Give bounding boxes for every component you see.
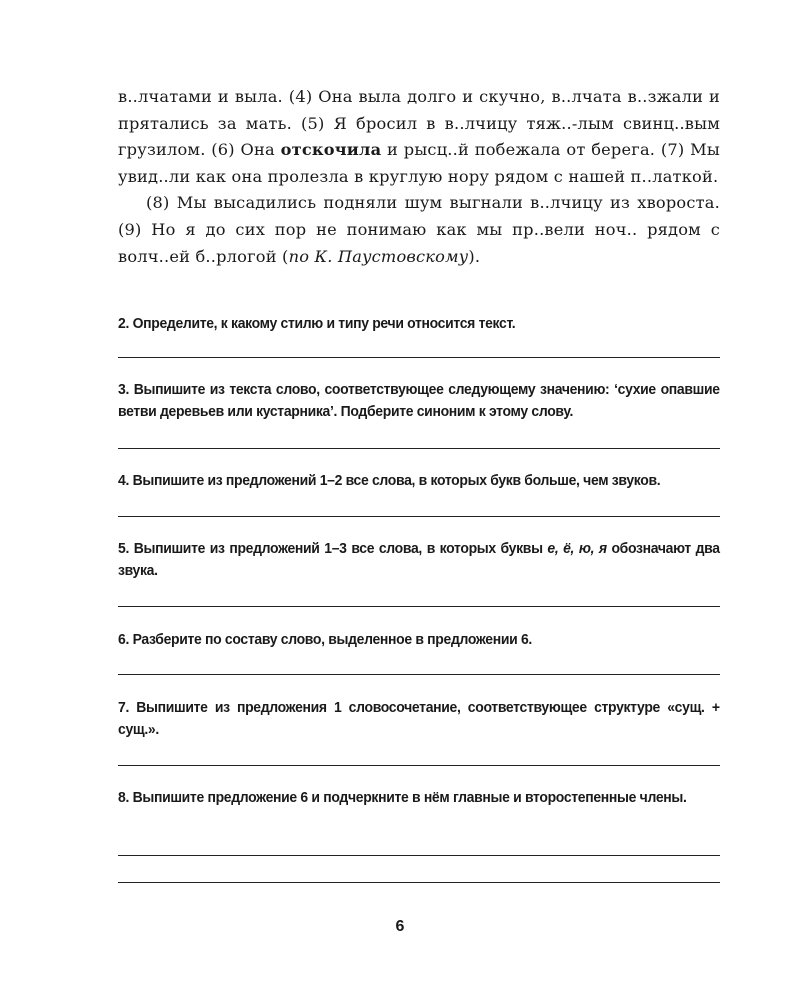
question-4	[118, 470, 720, 492]
passage-p2-text-a: (8) Мы высадились подняли шум выгнали в..лчицу из хвороста. (9) Но я до сих пор не понимаю как мы пр..вели ноч.. рядом с волч..ей б..рлогой (	[118, 193, 720, 266]
question-3-text: 3. Выпишите из текста слово, соответствующее следующему значению: ‘сухие опавшие ветви деревьев или кустарника’. Подберите синоним к этому слову.	[118, 381, 720, 420]
answer-line-q6	[118, 674, 720, 675]
passage-p1-text-a: в..лчатами и выла. (4) Она выла долго и скучно, в..лчата в..зжали и прятались за мать. (5) Я бросил в в..лчицу тяж..-лым свинц..вым грузилом. (6) Она	[118, 87, 720, 160]
question-5-text-a: 5. Выпишите из предложений 1–3 все слова, в которых буквы	[118, 540, 548, 557]
question-6	[118, 629, 720, 651]
passage-p1-text-b: и рысц..й побежала от берега. (7) Мы увид..ли как она пролезла в круглую нору рядом с нашей п..латкой.	[118, 140, 720, 186]
answer-line-q8-2	[118, 882, 720, 883]
question-7	[118, 697, 720, 741]
question-4-text: 4. Выпишите из предложений 1–2 все слова, в которых букв больше, чем звуков.	[118, 472, 661, 489]
question-2-text: 2. Определите, к какому стилю и типу речи относится текст.	[118, 315, 516, 332]
answer-line-q3	[118, 448, 720, 449]
answer-line-q7	[118, 765, 720, 766]
source-attribution: по К. Паустовскому	[288, 246, 469, 266]
question-2	[118, 313, 720, 335]
question-8	[118, 787, 720, 809]
answer-line-q8-1	[118, 855, 720, 856]
question-5-text	[118, 538, 720, 582]
question-6-text: 6. Разберите по составу слово, выделенное в предложении 6.	[118, 631, 532, 648]
answer-line-q4	[118, 516, 720, 517]
question-5-text-b: обозначают два звука.	[118, 540, 720, 579]
passage-paragraph-2	[118, 190, 720, 270]
question-5-letters: е, ё, ю, я	[547, 540, 607, 557]
worksheet-page	[118, 84, 720, 806]
question-3	[118, 379, 720, 423]
question-7-text: 7. Выпишите из предложения 1 словосочетание, соответствующее структуре «сущ. + сущ.».	[118, 699, 720, 738]
answer-line-q2	[118, 357, 720, 358]
page-number: 6	[395, 918, 405, 935]
passage-p2-text-b: ).	[468, 246, 481, 266]
question-8-text: 8. Выпишите предложение 6 и подчеркните в нём главные и второстепенные члены.	[118, 789, 687, 806]
passage-paragraph-1	[118, 84, 720, 190]
reading-passage	[118, 84, 720, 270]
answer-line-q5	[118, 606, 720, 607]
question-5	[118, 538, 720, 582]
highlighted-word: отскочила	[280, 140, 382, 160]
